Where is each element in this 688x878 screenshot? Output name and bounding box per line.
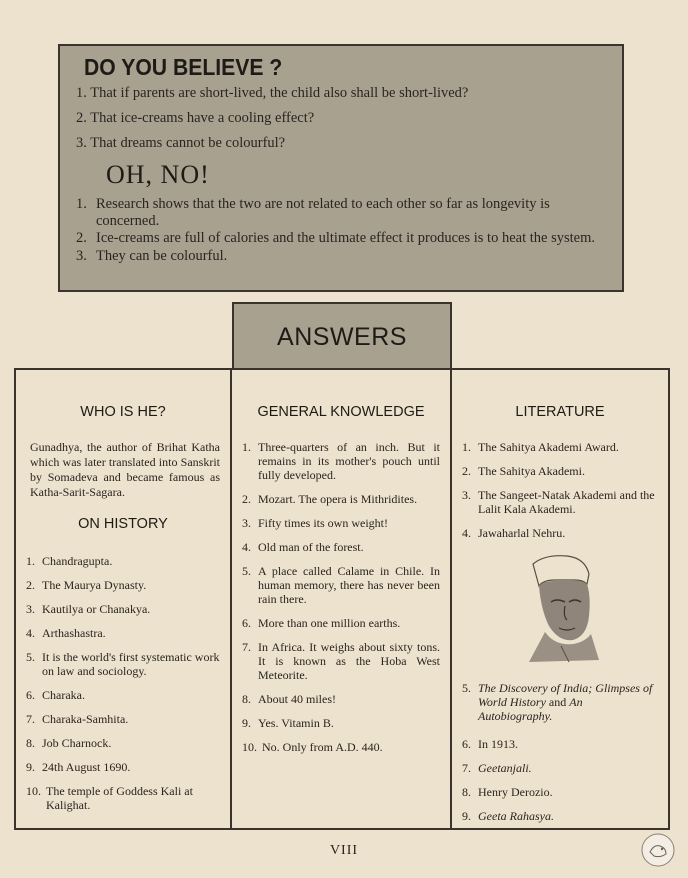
literature-list-bottom	[462, 681, 658, 823]
column-who-is-he	[16, 370, 232, 828]
column-literature	[452, 370, 668, 828]
list-item: 5. It is the world's first systematic work on law and sociology.	[26, 650, 220, 678]
list-item: 9. Geeta Rahasya.	[462, 809, 554, 823]
list-item: 3. Fifty times its own weight!	[242, 516, 388, 530]
list-item: 1. Three-quarters of an inch. But it remains in its mother's pouch until fully developed.	[242, 440, 440, 482]
list-item: 4. Old man of the forest.	[242, 540, 364, 554]
question-item	[76, 135, 608, 152]
list-item: 2. The Sahitya Akademi.	[462, 464, 585, 478]
list-item: 10. No. Only from A.D. 440.	[242, 740, 383, 754]
oh-no-heading: OH, NO!	[106, 160, 210, 189]
answer-number: 2.	[76, 230, 87, 246]
history-list	[26, 554, 220, 812]
list-item: 1. Chandragupta.	[26, 554, 113, 568]
question-number: 3.	[76, 135, 87, 151]
question-list	[76, 85, 608, 152]
list-item: 8. About 40 miles!	[242, 692, 336, 706]
answers-columns	[14, 368, 670, 830]
answer-number: 3.	[76, 247, 87, 264]
general-knowledge-heading: GENERAL KNOWLEDGE	[257, 404, 425, 420]
list-item: 8. Job Charnock.	[26, 736, 112, 750]
nehru-portrait-illustration	[515, 550, 605, 665]
question-text: That dreams cannot be colourful?	[90, 135, 286, 151]
literature-list-top	[462, 440, 658, 540]
list-item: 5. A place called Calame in Chile. In human memory, there has never been rain there.	[242, 564, 440, 606]
list-item: 4. Jawaharlal Nehru.	[462, 526, 566, 540]
question-number: 2.	[76, 110, 87, 126]
answer-text: Ice-creams are full of calories and the ultimate effect it produces is to heat the system.	[96, 230, 595, 246]
list-item: 6. Charaka.	[26, 688, 85, 702]
list-item: 5. The Discovery of India; Glimpses of World History and An Autobiography.	[462, 681, 653, 723]
list-item: 6. More than one million earths.	[242, 616, 401, 630]
question-text: That ice-creams have a cooling effect?	[90, 110, 315, 126]
belief-answer-list	[76, 196, 608, 264]
list-item: 3. The Sangeet-Natak Akademi and the Lalit Kala Akademi.	[462, 488, 655, 516]
question-text: That if parents are short-lived, the child also shall be short-lived?	[90, 85, 469, 101]
list-item: 7. Geetanjali.	[462, 761, 532, 775]
belief-answer-item	[76, 230, 608, 247]
answer-number: 1.	[76, 196, 87, 212]
question-number: 1.	[76, 85, 87, 101]
literature-heading: LITERATURE	[515, 404, 605, 420]
list-item: 7. In Africa. It weighs about sixty tons. It is known as the Hoba West Meteorite.	[242, 640, 440, 682]
question-item	[76, 110, 608, 127]
list-item: 10. The temple of Goddess Kali at Kalighat.	[26, 784, 193, 812]
belief-answer-item	[76, 196, 608, 229]
column-general-knowledge	[232, 370, 452, 828]
list-item: 6. In 1913.	[462, 737, 518, 751]
general-knowledge-list	[242, 440, 440, 754]
list-item: 7. Charaka-Samhita.	[26, 712, 129, 726]
list-item: 8. Henry Derozio.	[462, 785, 553, 799]
believe-title: DO YOU BELIEVE ?	[84, 54, 283, 80]
question-item	[76, 85, 608, 102]
list-item: 9. 24th August 1690.	[26, 760, 131, 774]
who-is-he-heading: WHO IS HE?	[80, 404, 166, 420]
answers-header-box	[232, 302, 452, 370]
list-item: 1. The Sahitya Akademi Award.	[462, 440, 619, 454]
do-you-believe-box	[58, 44, 624, 292]
on-history-heading: ON HISTORY	[78, 516, 168, 532]
answer-text: They can be colourful.	[96, 247, 228, 264]
list-item: 2. The Maurya Dynasty.	[26, 578, 147, 592]
list-item: 3. Kautilya or Chanakya.	[26, 602, 151, 616]
who-is-he-answer: Gunadhya, the author of Brihat Katha which was later translated into Sanskrit by Somadeva and became famous as Katha-Sarit-Sagara.	[30, 440, 220, 499]
list-item: 2. Mozart. The opera is Mithridites.	[242, 492, 418, 506]
belief-answer-item	[76, 248, 608, 265]
page-number: VIII	[329, 843, 359, 858]
answer-text: Research shows that the two are not related to each other so far as longevity is concerned.	[96, 196, 550, 229]
list-item: 4. Arthashastra.	[26, 626, 106, 640]
answers-title: ANSWERS	[277, 322, 407, 351]
library-stamp-icon	[640, 832, 676, 868]
list-item: 9. Yes. Vitamin B.	[242, 716, 334, 730]
